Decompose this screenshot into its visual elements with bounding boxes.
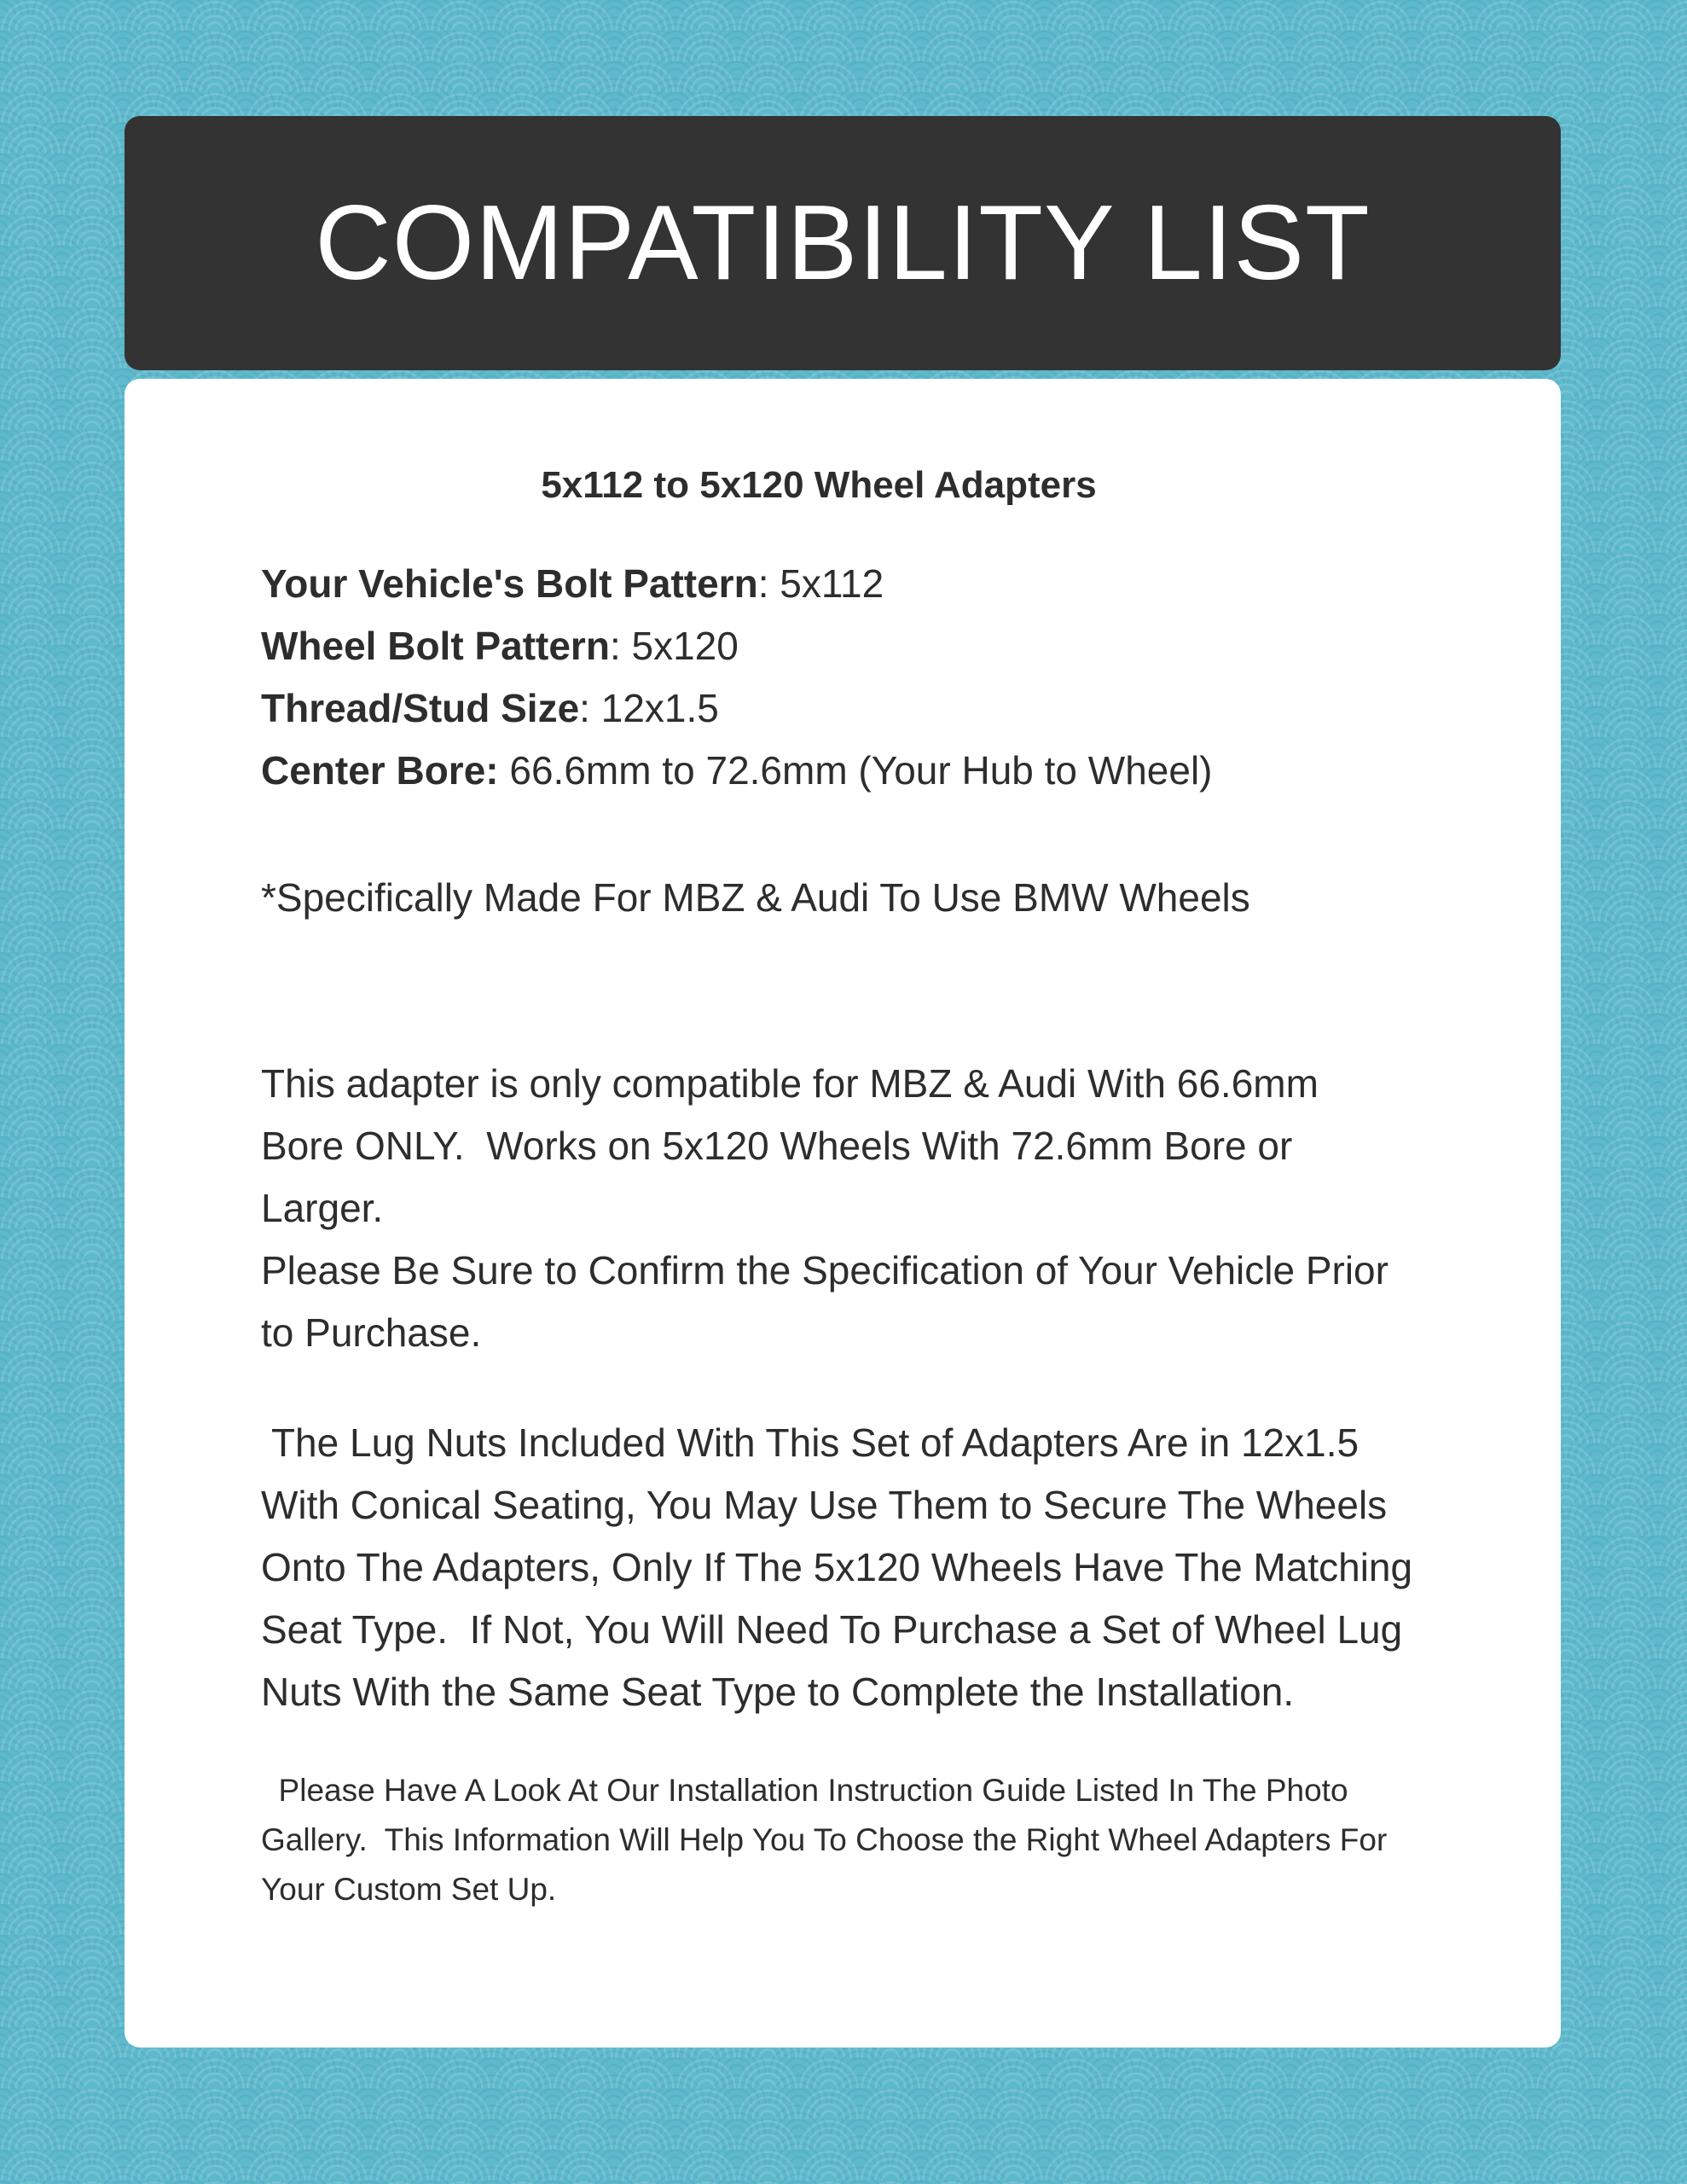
installation-guide-paragraph — [261, 1766, 1455, 1914]
usage-note: *Specifically Made For MBZ & Audi To Use BMW Wheels — [261, 875, 1250, 920]
paragraph-line: Larger. — [261, 1186, 384, 1230]
paragraph-line: Your Custom Set Up. — [261, 1872, 557, 1907]
paragraph-line: Seat Type. If Not, You Will Need To Purchase a Set of Wheel Lug — [261, 1607, 1403, 1652]
spec-vehicle-bolt-pattern — [261, 553, 1455, 615]
product-subtitle — [125, 464, 1561, 507]
paragraph-line: The Lug Nuts Included With This Set of Adapters Are in 12x1.5 — [261, 1420, 1359, 1465]
title-banner — [125, 116, 1561, 370]
paragraph-line: With Conical Seating, You May Use Them to Secure The Wheels — [261, 1483, 1388, 1527]
spec-separator: : — [757, 561, 780, 606]
lug-nuts-paragraph — [261, 1412, 1455, 1723]
spec-label: Wheel Bolt Pattern — [261, 624, 610, 668]
product-subtitle-text: 5x112 to 5x120 Wheel Adapters — [541, 464, 1097, 506]
compatibility-paragraph — [261, 1053, 1455, 1364]
spec-separator: : — [579, 686, 601, 730]
page-title: COMPATIBILITY LIST — [315, 184, 1371, 302]
spec-list — [261, 553, 1455, 802]
paragraph-line: to Purchase. — [261, 1310, 482, 1355]
spec-separator: : — [609, 624, 632, 668]
paragraph-line: Gallery. This Information Will Help You To Choose the Right Wheel Adapters For — [261, 1822, 1388, 1857]
spec-value: 5x112 — [780, 561, 884, 606]
spec-value: 12x1.5 — [600, 686, 719, 730]
spec-value: 66.6mm to 72.6mm (Your Hub to Wheel) — [509, 748, 1213, 793]
spec-label: Your Vehicle's Bolt Pattern — [261, 561, 758, 606]
compatibility-card — [125, 379, 1561, 2048]
spec-thread-size — [261, 677, 1455, 740]
paragraph-line: Onto The Adapters, Only If The 5x120 Wheels Have The Matching — [261, 1545, 1413, 1589]
spec-label: Center Bore: — [261, 748, 499, 793]
paragraph-line: This adapter is only compatible for MBZ & Audi With 66.6mm — [261, 1061, 1319, 1106]
spec-wheel-bolt-pattern — [261, 615, 1455, 677]
paragraph-line: Please Be Sure to Confirm the Specification of Your Vehicle Prior — [261, 1248, 1388, 1292]
spec-label: Thread/Stud Size — [261, 686, 580, 730]
paragraph-line: Please Have A Look At Our Installation Instruction Guide Listed In The Photo — [261, 1773, 1348, 1808]
spec-separator — [499, 748, 510, 793]
paragraph-line: Nuts With the Same Seat Type to Complete the Installation. — [261, 1670, 1295, 1714]
spec-center-bore — [261, 740, 1455, 802]
spec-value: 5x120 — [631, 624, 739, 668]
paragraph-line: Bore ONLY. Works on 5x120 Wheels With 72.6mm Bore or — [261, 1124, 1293, 1168]
